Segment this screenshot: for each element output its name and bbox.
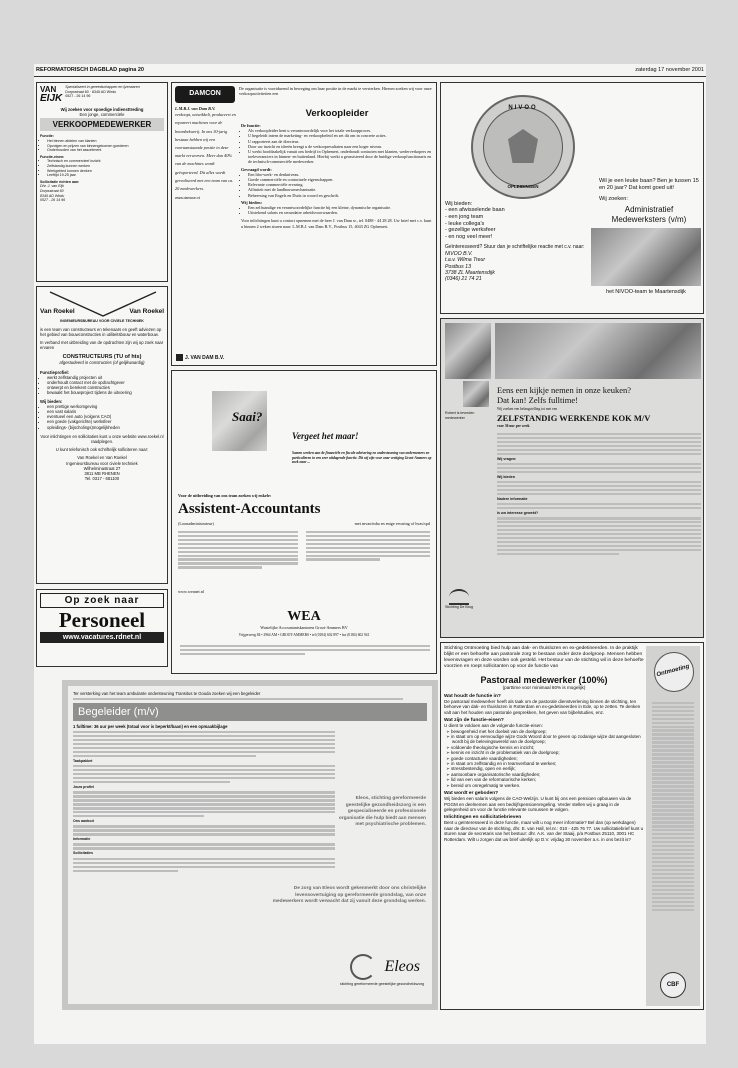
keuken-title: ZELFSTANDIG WERKENDE KOK M/V xyxy=(497,413,651,423)
wea-body-text xyxy=(178,529,298,570)
list-item: • onderhoudt contact met de opdrachtgever xyxy=(47,380,164,385)
address-line: t.a.v. Wilma Treur xyxy=(445,257,486,264)
requirement-text: bereid om onregelmatig te werken. xyxy=(451,782,521,788)
requirement-text: stressbestendig, open en eerlijk; xyxy=(451,766,516,772)
ontmoeting-title-sub: (parttime voor minimaal 60% is mogelijk) xyxy=(502,685,586,690)
address-line: Wilhelminastraat 27 xyxy=(83,465,121,471)
arrow-icon: ➢ xyxy=(446,755,452,761)
wea-company: Wastelijke Accountantskantoren Groot-Ammers BV xyxy=(260,625,348,630)
ad-keuken xyxy=(440,318,704,638)
requirement-text: goede contactuele vaardigheden; xyxy=(451,755,518,761)
damcon-section-gevraagd: Gevraagd wordt: xyxy=(241,166,272,172)
van-roekel-section-bieden: Wij bieden: xyxy=(40,398,63,404)
ontmoeting-section-inlichtingen: Inlichtingen en sollicitatiebrieven xyxy=(444,815,522,821)
address-line: NIVOO B.V. xyxy=(445,250,473,257)
list-item: • eventueel een auto (volgens CAO) xyxy=(47,414,164,419)
wea-intro: Samen werken aan de financiële en fiscale advisering en ondersteuning van ondernemers en particulieren in een zeer uitdagende functie. Dit wij zijn voor onze vestiging Groot-Ammers op zoek naar ... xyxy=(292,451,432,465)
list-item: • Leeftijd 19-25 jaar xyxy=(47,173,164,178)
van-eijk-logo: VAN EIJK xyxy=(40,85,63,104)
list-item: • een vast salaris xyxy=(47,409,164,414)
ontmoeting-text-geboden: Wij bieden een salaris volgens de CAO-Welzijn. U kunt bij ons een pensioen opbouwen via de PGGM en deelnemen aan een bedrijfspensioenregeling. Verder stellen wij u graag in de gelegenheid om voor de functie relevante cursussen te volgen. xyxy=(444,796,632,812)
wea-body-text-2 xyxy=(306,529,430,562)
arrow-icon: ➢ xyxy=(446,761,452,767)
ontmoeting-section-functie: Wat houdt de functie in? xyxy=(444,694,501,699)
wea-address: Vrijgerwerg 84 • 2964 AM • GROOT-AMMERS • tel (0184) 602 897 • fax (0184) 602 941 xyxy=(238,633,370,637)
van-eijk-tagline: Specialiseert in gereedschappen en ijzerwaren xyxy=(65,85,140,89)
damcon-logo: DAMCON xyxy=(175,86,235,103)
van-eijk-address: Dorpsstraat 60 · 8345 AD Wirdu xyxy=(65,89,117,94)
keuken-section-informatie: Nadere informatie xyxy=(497,496,528,501)
nivoo-seal-icon: NIVOO OPLEIDINGEN xyxy=(471,95,575,199)
requirement-text: bewogenheid met het doelwit van de doelgroep; xyxy=(451,728,547,734)
van-eijk-sub: Een jonge, commerciële xyxy=(79,112,125,118)
eleos-logo-sub: stichting gereformeerde geestelijke gezondheidszorg xyxy=(339,982,424,986)
list-item: • Relevante commerciële ervaring. xyxy=(248,182,433,187)
wea-vergeet: Vergeet het maar! xyxy=(292,431,359,441)
wea-saai: Saai? xyxy=(232,409,263,424)
eleos-logo-icon xyxy=(350,954,376,980)
ontmoeting-sidebar-text xyxy=(652,700,694,913)
wea-sub-left: (Loonadministrateur) xyxy=(178,521,214,526)
address-line: 3738 ZL Maartensdijk xyxy=(445,269,495,276)
eleos-side1: Eleos, stichting gereformeerde geestelijke gezondheidszorg is een gespecialiseerde en professionele organisatie die hulp biedt aan mensen met psychiatrische problemen. xyxy=(338,796,426,828)
header-left: REFORMATORISCH DAGBLAD pagina 20 xyxy=(36,67,144,73)
ad-ontmoeting xyxy=(440,642,704,1010)
address-line: 3811 MB RHENEN xyxy=(84,471,120,477)
arrow-icon: ➢ xyxy=(446,728,452,734)
ad-nivoo xyxy=(440,82,704,314)
keuken-caption: Robert is tevreden medewerker xyxy=(445,411,475,420)
list-item: • opleidings- (bijscholings)mogelijkheden xyxy=(47,425,164,430)
ontmoeting-text-functie: De pastoraal medewerker heeft als taak om de pastorale dienstverlening binnen de stichting, ten behoeve van dak- en thuislozen in Rotterdam en ex-gedetineerden in Ede, op te zetten. Te denken valt aan het houden van pastorale gesprekken, het geven van bijbelstudies, enz. xyxy=(444,699,641,715)
eleos-side2: De zorg van Eleos wordt gekenmerkt door ons christelijke levensovertuiging op gereformeerde grondslag, van onze medewerkers wordt verwacht dat zij vanuit deze grondslag werken. xyxy=(272,886,426,905)
list-item: • Uitstekend salaris en secundaire arbeidsvoorwaarden. xyxy=(248,210,433,215)
nivoo-zoeken: Wij zoeken: xyxy=(599,196,628,202)
list-item: • Een hbo-werk- en denkniveau. xyxy=(248,172,433,177)
list-item: • Goede commerciële en contactuele eigenschappen. xyxy=(248,177,433,182)
van-eijk-section-functie: Functie: xyxy=(40,134,54,139)
arrow-icon: ➢ xyxy=(446,744,452,750)
van-roekel-intro2: In verband met uitbreiding van de opdrachten zijn wij op zoek naar ervaren xyxy=(40,340,164,351)
ontmoeting-section-geboden: Wat wordt er geboden? xyxy=(444,791,499,797)
van-roekel-contact: U kunt telefonisch ook schriftelijk solliciteren naar: xyxy=(55,447,149,453)
ontmoeting-sidebar xyxy=(646,646,700,1006)
list-item: • U begeleidt intern de marketing- en verkoopbeleid en zet dit om in concrete acties. xyxy=(248,133,433,138)
list-item: - een jong team xyxy=(445,213,484,220)
nivoo-caption: het NIVOO-team te Maartensdijk xyxy=(606,289,686,295)
list-item: • Het binnen afdelen van klanten xyxy=(47,139,164,144)
list-item: • ontwerpt en berekent constructies xyxy=(47,385,164,390)
page-header xyxy=(34,64,706,77)
arrow-icon: ➢ xyxy=(446,734,452,740)
eleos-section-taak: Taakpakket xyxy=(73,758,93,763)
keuken-section-interesse: Is uw interesse gewekt? xyxy=(497,510,539,515)
van-dam-logo-icon xyxy=(176,354,183,361)
requirement-item xyxy=(444,783,644,788)
van-roekel-section-profiel: Functieprofiel: xyxy=(40,369,70,375)
damcon-side-text: verkoopt, ontwikkelt, produceert en repareert machines voor de boombekwerij. In ons 30-jarig bestaan hebben wij een vooraanstaande positie in deze markt verworven. Meer dan 40% van de machines wordt geëxporteerd. Dit alles wordt gerealiseerd met een team van ca. 20 medewerkers. xyxy=(175,112,236,192)
list-item: • Onderhouden van het assortiment xyxy=(47,148,164,153)
van-eijk-section-eisen: Functie-eisen: xyxy=(40,154,65,159)
list-item: - en nog veel meer! xyxy=(445,234,493,241)
ad-eleos xyxy=(62,680,438,1010)
damcon-section-bieden: Wij bieden: xyxy=(241,199,262,205)
nivoo-title: Administratief Medewerksters (v/m) xyxy=(611,205,687,224)
van-eijk-phone: 0527 - 26 14 96 xyxy=(65,94,91,99)
keuken-photo-robert xyxy=(463,381,489,407)
requirement-text: aantoonbare organisatorische vaardigheden; xyxy=(451,771,541,777)
cbf-badge: CBF xyxy=(660,972,686,998)
personeel-top: Op zoek naar xyxy=(40,593,164,608)
van-eijk-title: VERKOOPMEDEWERKER xyxy=(40,118,164,131)
ad-van-eijk xyxy=(36,82,168,282)
ontmoeting-logo: Ontmoeting xyxy=(655,663,691,679)
list-item: • U werkt hoofdzakelijk vanuit ons bedrijf in Ophemert, onderhoudt contacten met klanten, wederverkopers en toeleveranciers in binnen- en buitenland. Hierbij werkt u geassisteerd door de huidige verkoopfunctionaris en de technisch-commerciële medewerker. xyxy=(248,149,433,165)
list-item: - een afwisselende baan xyxy=(445,207,505,213)
keuken-lead: Wij zoeken een belangstelling tot met een xyxy=(497,407,558,411)
keuken-logo-text: Stichting De Brug xyxy=(445,605,473,609)
keuken-photo-chef xyxy=(445,323,491,379)
damcon-footer-logo: J. VAN DAM B.V. xyxy=(185,354,225,361)
list-item: • Werkgebied kunnen denken xyxy=(47,169,164,174)
wea-logo: WEA xyxy=(287,609,321,624)
van-roekel-apply[interactable]: Voor inlichtingen en sollicitaties kunt u onze website www.roekel.nl raadplegen. xyxy=(40,433,164,445)
contact-line: 0527 - 26 14 96 xyxy=(40,198,66,203)
wea-title: Assistent-Accountants xyxy=(178,501,321,517)
requirement-item xyxy=(444,734,644,745)
ontmoeting-section-eisen: Wat zijn de functie-eisen? xyxy=(444,718,504,724)
contact-line: 8345 AD Wirdu xyxy=(40,193,65,198)
header-date: zaterdag 17 november 2001 xyxy=(635,67,704,73)
address-line: Postbus 13 xyxy=(445,263,471,270)
van-roekel-title-sub: afgestudeerd in constructies (of gelijkwaardig) xyxy=(59,360,145,366)
list-item: • werkt zelfstandig projecten uit xyxy=(47,375,164,380)
list-item: • bewaakt het bouwproject tijdens de uitvoering xyxy=(47,390,164,395)
ontmoeting-text-eisen: U dient te voldoen aan de volgende functie-eisen: xyxy=(444,723,543,729)
personeel-url[interactable]: www.vacatures.rdnet.nl xyxy=(40,632,164,643)
list-item: • Affiniteit met de landbouwmechanisatie. xyxy=(248,187,433,192)
van-eijk-intro: Wij zoeken voor spoedige indiensttreding xyxy=(60,107,144,112)
keuken-h2: Dat kan! Zelfs fulltime! xyxy=(497,395,578,405)
wea-footer-text xyxy=(180,643,430,657)
list-item: • een prettige werkomgeving xyxy=(47,404,164,409)
arrow-icon: ➢ xyxy=(446,750,452,756)
ad-wea xyxy=(171,370,437,674)
eleos-section-sollicitaties: Sollicitaties xyxy=(73,851,93,856)
arrow-icon: ➢ xyxy=(446,771,452,777)
arrow-icon: ➢ xyxy=(446,766,452,772)
eleos-logo: Eleos xyxy=(384,958,420,975)
list-item: - gezellige werksfeer xyxy=(445,227,496,234)
van-roekel-intro1: is een team van constructeurs en tekenaars en geeft adviezen op het gebied van bouwconstructies in utiliteitsbouw en waterbouw. xyxy=(40,326,162,337)
van-roekel-logo: Van Roekel Van Roekel xyxy=(40,290,164,318)
keuken-h1: Eens een kijkje nemen in onze keuken? xyxy=(497,385,632,395)
damcon-intro: De organisatie is voortdurend in beweging om haar positie in de markt te versterken. Hierom zoeken wij voor onze verkoopactiviteiten een xyxy=(239,86,432,97)
ad-personeel[interactable] xyxy=(36,589,168,667)
eleos-section-aanbod: Ons aanbod xyxy=(73,819,94,824)
ad-van-roekel xyxy=(36,286,168,584)
requirement-text: voldoende theologische kennis en inzicht; xyxy=(451,744,535,750)
address-line: Van Roekel en Van Roekel xyxy=(77,455,127,461)
list-item: • Een zelfstandige en verantwoordelijke functie bij een kleine, dynamische organisatie. xyxy=(248,205,433,210)
address-line: Ingenieursbureau voor civiele techniek xyxy=(66,460,138,466)
damcon-web: www.damcon.nl xyxy=(175,196,201,201)
arrow-icon: ➢ xyxy=(446,782,452,788)
list-item: • U rapporteert aan de directeur. xyxy=(248,139,433,144)
list-item: • Door uw inzicht en ideeën brengt u de verkoopresultaten naar een hoger niveau. xyxy=(248,144,433,149)
ontmoeting-title: Pastoraal medewerker (100%) xyxy=(480,675,608,685)
list-item: • een goede (vakgerichte) werksfeer xyxy=(47,419,164,424)
contact-line: Dhr. J. van Eijk xyxy=(40,184,65,189)
van-roekel-sub: INGENIEURSBUREAU VOOR CIVIELE TECHNIEK xyxy=(60,319,144,323)
eleos-title: Begeleider (m/v) xyxy=(73,703,427,721)
ontmoeting-intro: Stichting Ontmoeting bied hulp aan dak- en thuislozen en ex-gedetineerden. In de praktijk blijkt er een behoefte aan pastorale zorg te bestaan onder deze doelgroep. Mensen hebben levensvragen en deze worden ook gesteld. Het bestuur van de stichting wil in deze behoefte voorzien en roept sollicitanten op voor de functie van xyxy=(444,646,644,669)
wea-web[interactable]: www.weanet.nl xyxy=(178,589,205,594)
eleos-section-profiel: Jouw profiel xyxy=(73,784,95,789)
list-item: • Technisch en commercieel inzicht xyxy=(47,159,164,164)
requirement-text: kennis en inzicht in de problematiek van de doelgroep; xyxy=(451,750,560,756)
wea-sub-right: met mvao/mba en enige ervaring of hvas/spd xyxy=(354,521,430,526)
address-line: Tel. 0317 - 681100 xyxy=(84,476,120,482)
nivoo-question: Wil je een leuke baan? Ben je tussen 15 en 20 jaar? Dat komt goed uit! xyxy=(599,178,699,191)
keuken-photo-kitchen xyxy=(495,323,701,379)
de-brug-logo-icon xyxy=(449,589,469,605)
nivoo-team-photo xyxy=(591,228,701,286)
ontmoeting-text-inlichtingen: Bent u geïnteresseerd in deze functie, maar wilt u nog meer informatie? Bel dan (op werkdagen) naar de directeur van de stichting, dhr. E. van Hall, tel.nr.: 010 - 425 76 77. Uw sollicitatiebrief kunt u sturen naar de secretaris van het bestuur: dhr. A.K. van der Staaij, p/a Postbus 25110, 3001 HC Rotterdam. Wilt u zorgen dat uw brief uiterlijk op D.V. vrijdag 30 november a.s. in ons bezit is? xyxy=(444,820,644,842)
requirement-text: in staat om op eenvoudige wijze Gods Woord door te geven op zodanige wijze dat aangesloten wordt bij de belevingswereld van de doelgroep; xyxy=(451,734,641,745)
damcon-apply: Voor inlichtingen kunt u contact opnemen met de heer J. van Dam sr., tel. 0488 - 44 28 28. Uw brief met c.v. kunt u binnen 2 weken sturen naar: L.M.B.J. van Dam B.V., Postbus 15, 4043 ZG Ophemert. xyxy=(241,218,432,229)
keuken-section-bieden: Wij bieden xyxy=(497,474,515,479)
damcon-title: Verkoopleider xyxy=(305,108,369,119)
list-item: • Als verkoopleider bent u verantwoordelijk voor het totale verkoopproces. xyxy=(248,128,433,133)
keuken-section-vragen: Wij vragen: xyxy=(497,456,517,461)
newspaper-page xyxy=(34,64,706,1044)
nivoo-bieden: Wij bieden: xyxy=(445,201,473,207)
contact-line: Dorpsstraat 60 xyxy=(40,188,64,193)
eleos-section-informatie: Informatie xyxy=(73,837,91,842)
list-item: • Zelfstandig kunnen werken xyxy=(47,164,164,169)
personeel-big: Personeel xyxy=(58,608,146,632)
requirement-text: in staat om zelfstandig en in teamverband te werken; xyxy=(451,761,557,767)
eleos-hours: 1 fulltime: 36 uur per week (totaal voor is beperkt/baan) en een opmaakbijlage xyxy=(73,724,228,730)
requirement-text: lid van een van de reformatorische kerken; xyxy=(451,777,537,783)
van-eijk-section-sollicitatie: Sollicitatie richten aan: xyxy=(40,179,80,184)
list-item: • Opvolgen en prijzen van binnengekomen goederen xyxy=(47,144,164,149)
nivoo-apply: Geïnteresseerd? Stuur dan je schriftelijke reactie met c.v. naar: xyxy=(445,243,585,250)
wea-lead: Voor de uitbreiding van ons team zoeken wij enkele: xyxy=(178,493,272,498)
ad-damcon xyxy=(171,82,437,366)
keuken-body xyxy=(497,431,701,557)
list-item: • Beheersing van Engels en Duits in woord en geschrift. xyxy=(248,193,433,198)
damcon-section-functie: De functie: xyxy=(241,123,261,128)
list-item: - leuke collega's xyxy=(445,220,485,227)
address-line: (0346) 21 74 21 xyxy=(445,276,482,283)
keuken-title-sub: voor 36 uur per week xyxy=(497,424,530,428)
arrow-icon: ➢ xyxy=(446,777,452,783)
eleos-intro: Ter versterking van het team ambulante ondersteuning Transitus te Gouda zoeken wij een begeleider xyxy=(73,691,261,696)
damcon-company: L.M.B.J. van Dam B.V. xyxy=(175,106,216,111)
van-roekel-title: CONSTRUCTEURS (TU of hts) xyxy=(62,354,142,361)
